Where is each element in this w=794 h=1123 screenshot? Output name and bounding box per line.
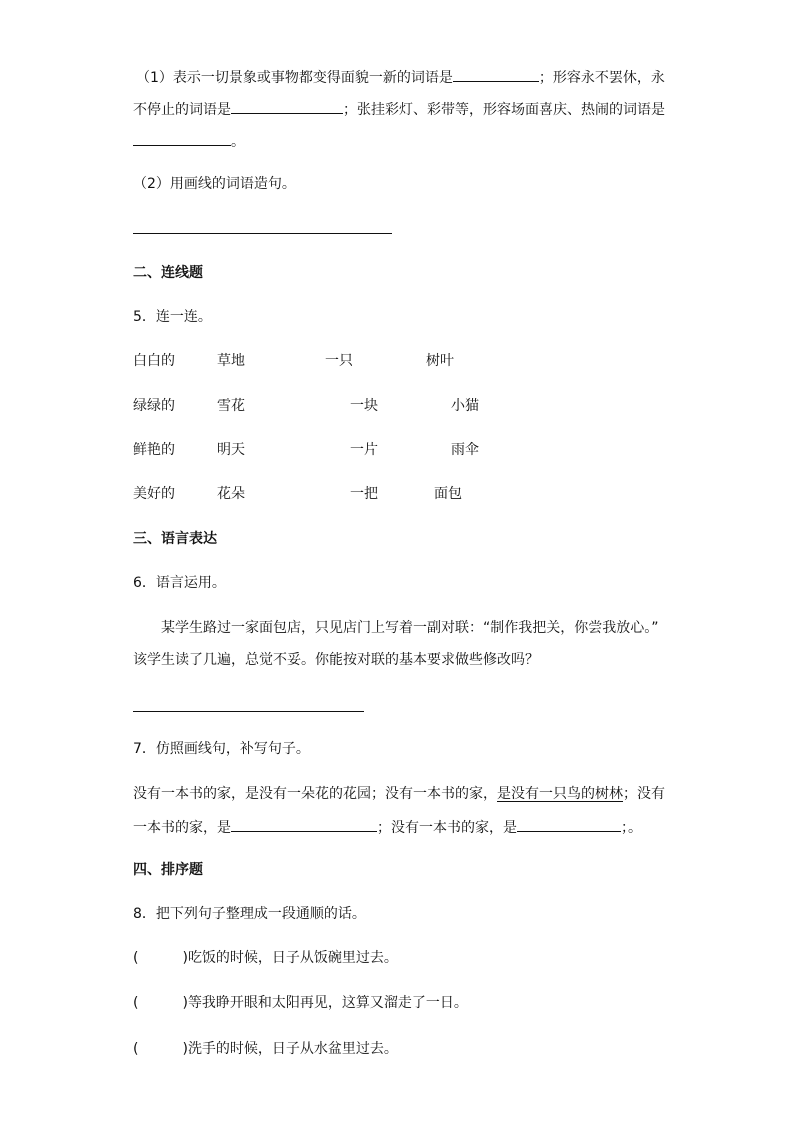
- match-item[interactable]: 面包: [434, 486, 462, 502]
- q4-part2: （2）用画线的词语造句。: [133, 176, 296, 192]
- match-item[interactable]: 雨伞: [451, 442, 479, 458]
- q4-part1-line1: [136, 66, 665, 88]
- match-item[interactable]: 花朵: [217, 486, 245, 502]
- answer-blank-4[interactable]: [231, 816, 377, 832]
- match-item[interactable]: 明天: [217, 442, 245, 458]
- q5-title: 5．连一连。: [133, 309, 212, 325]
- match-item[interactable]: 鲜艳的: [133, 442, 175, 458]
- paren-open: (: [133, 950, 139, 966]
- answer-line-q6[interactable]: [133, 711, 364, 712]
- q4-part1-line3: [133, 130, 245, 152]
- q4-part1-text-d: ；张挂彩灯、彩带等，形容场面喜庆、热闹的词语是: [343, 102, 665, 118]
- paren-open: (: [133, 1041, 139, 1057]
- match-item[interactable]: 白白的: [133, 353, 175, 369]
- q7-line1: [133, 784, 665, 804]
- answer-line-q4[interactable]: [133, 233, 392, 234]
- match-item[interactable]: 雪花: [217, 398, 245, 414]
- match-item[interactable]: 一只: [325, 353, 353, 369]
- ordering-item: [133, 1039, 398, 1059]
- match-item[interactable]: 美好的: [133, 486, 175, 502]
- q4-part1-text-b: ；形容永不罢休，永: [538, 70, 665, 86]
- section-heading-4: 四、排序题: [133, 862, 203, 878]
- q6-paragraph-line2: 该学生读了几遍，总觉不妥。你能按对联的基本要求做些修改吗？: [133, 652, 539, 668]
- ordering-item-text: 吃饭的时候，日子从饭碗里过去。: [187, 950, 398, 966]
- paren-close: ): [182, 1041, 188, 1057]
- section-heading-3: 三、语言表达: [133, 531, 217, 547]
- paren-close: ): [182, 950, 188, 966]
- q4-part1-text-c: 不停止的词语是: [133, 102, 231, 118]
- match-item[interactable]: 一块: [350, 398, 378, 414]
- ordering-item: [133, 948, 398, 968]
- q6-paragraph-line1: 某学生路过一家面包店，只见店门上写着一副对联：“制作我把关，你尝我放心。”: [161, 620, 659, 636]
- q7-text-d: ；没有一本书的家，是: [377, 820, 517, 836]
- paren-close: ): [182, 995, 188, 1011]
- q4-part1-line2: [133, 98, 665, 120]
- q7-text-b: ；没有: [623, 786, 665, 802]
- q4-part1-text-a: （1）表示一切景象或事物都变得面貌一新的词语是: [136, 70, 453, 86]
- match-item[interactable]: 绿绿的: [133, 398, 175, 414]
- match-item[interactable]: 小猫: [451, 398, 479, 414]
- match-item[interactable]: 树叶: [426, 353, 454, 369]
- ordering-item: [133, 993, 468, 1013]
- answer-blank-3[interactable]: [133, 130, 231, 146]
- q7-line2: [133, 816, 642, 838]
- ordering-item-text: 洗手的时候，日子从水盆里过去。: [187, 1041, 398, 1057]
- q7-text-c: 一本书的家，是: [133, 820, 231, 836]
- underlined-example-sentence: 是没有一只鸟的树林: [497, 786, 623, 802]
- section-heading-2: 二、连线题: [133, 265, 203, 281]
- answer-blank-2[interactable]: [231, 98, 343, 114]
- q7-title: 7．仿照画线句，补写句子。: [133, 741, 310, 757]
- ordering-item-text: 等我睁开眼和太阳再见，这算又溜走了一日。: [187, 995, 468, 1011]
- q7-text-a: 没有一本书的家，是没有一朵花的花园；没有一本书的家，: [133, 786, 497, 802]
- q6-title: 6．语言运用。: [133, 575, 226, 591]
- match-item[interactable]: 草地: [217, 353, 245, 369]
- paren-open: (: [133, 995, 139, 1011]
- match-item[interactable]: 一把: [350, 486, 378, 502]
- q8-title: 8．把下列句子整理成一段通顺的话。: [133, 906, 366, 922]
- match-item[interactable]: 一片: [350, 442, 378, 458]
- q4-part1-end: 。: [231, 134, 245, 150]
- q7-text-e: ；。: [621, 820, 642, 836]
- answer-blank-5[interactable]: [517, 816, 621, 832]
- answer-blank-1[interactable]: [453, 66, 539, 82]
